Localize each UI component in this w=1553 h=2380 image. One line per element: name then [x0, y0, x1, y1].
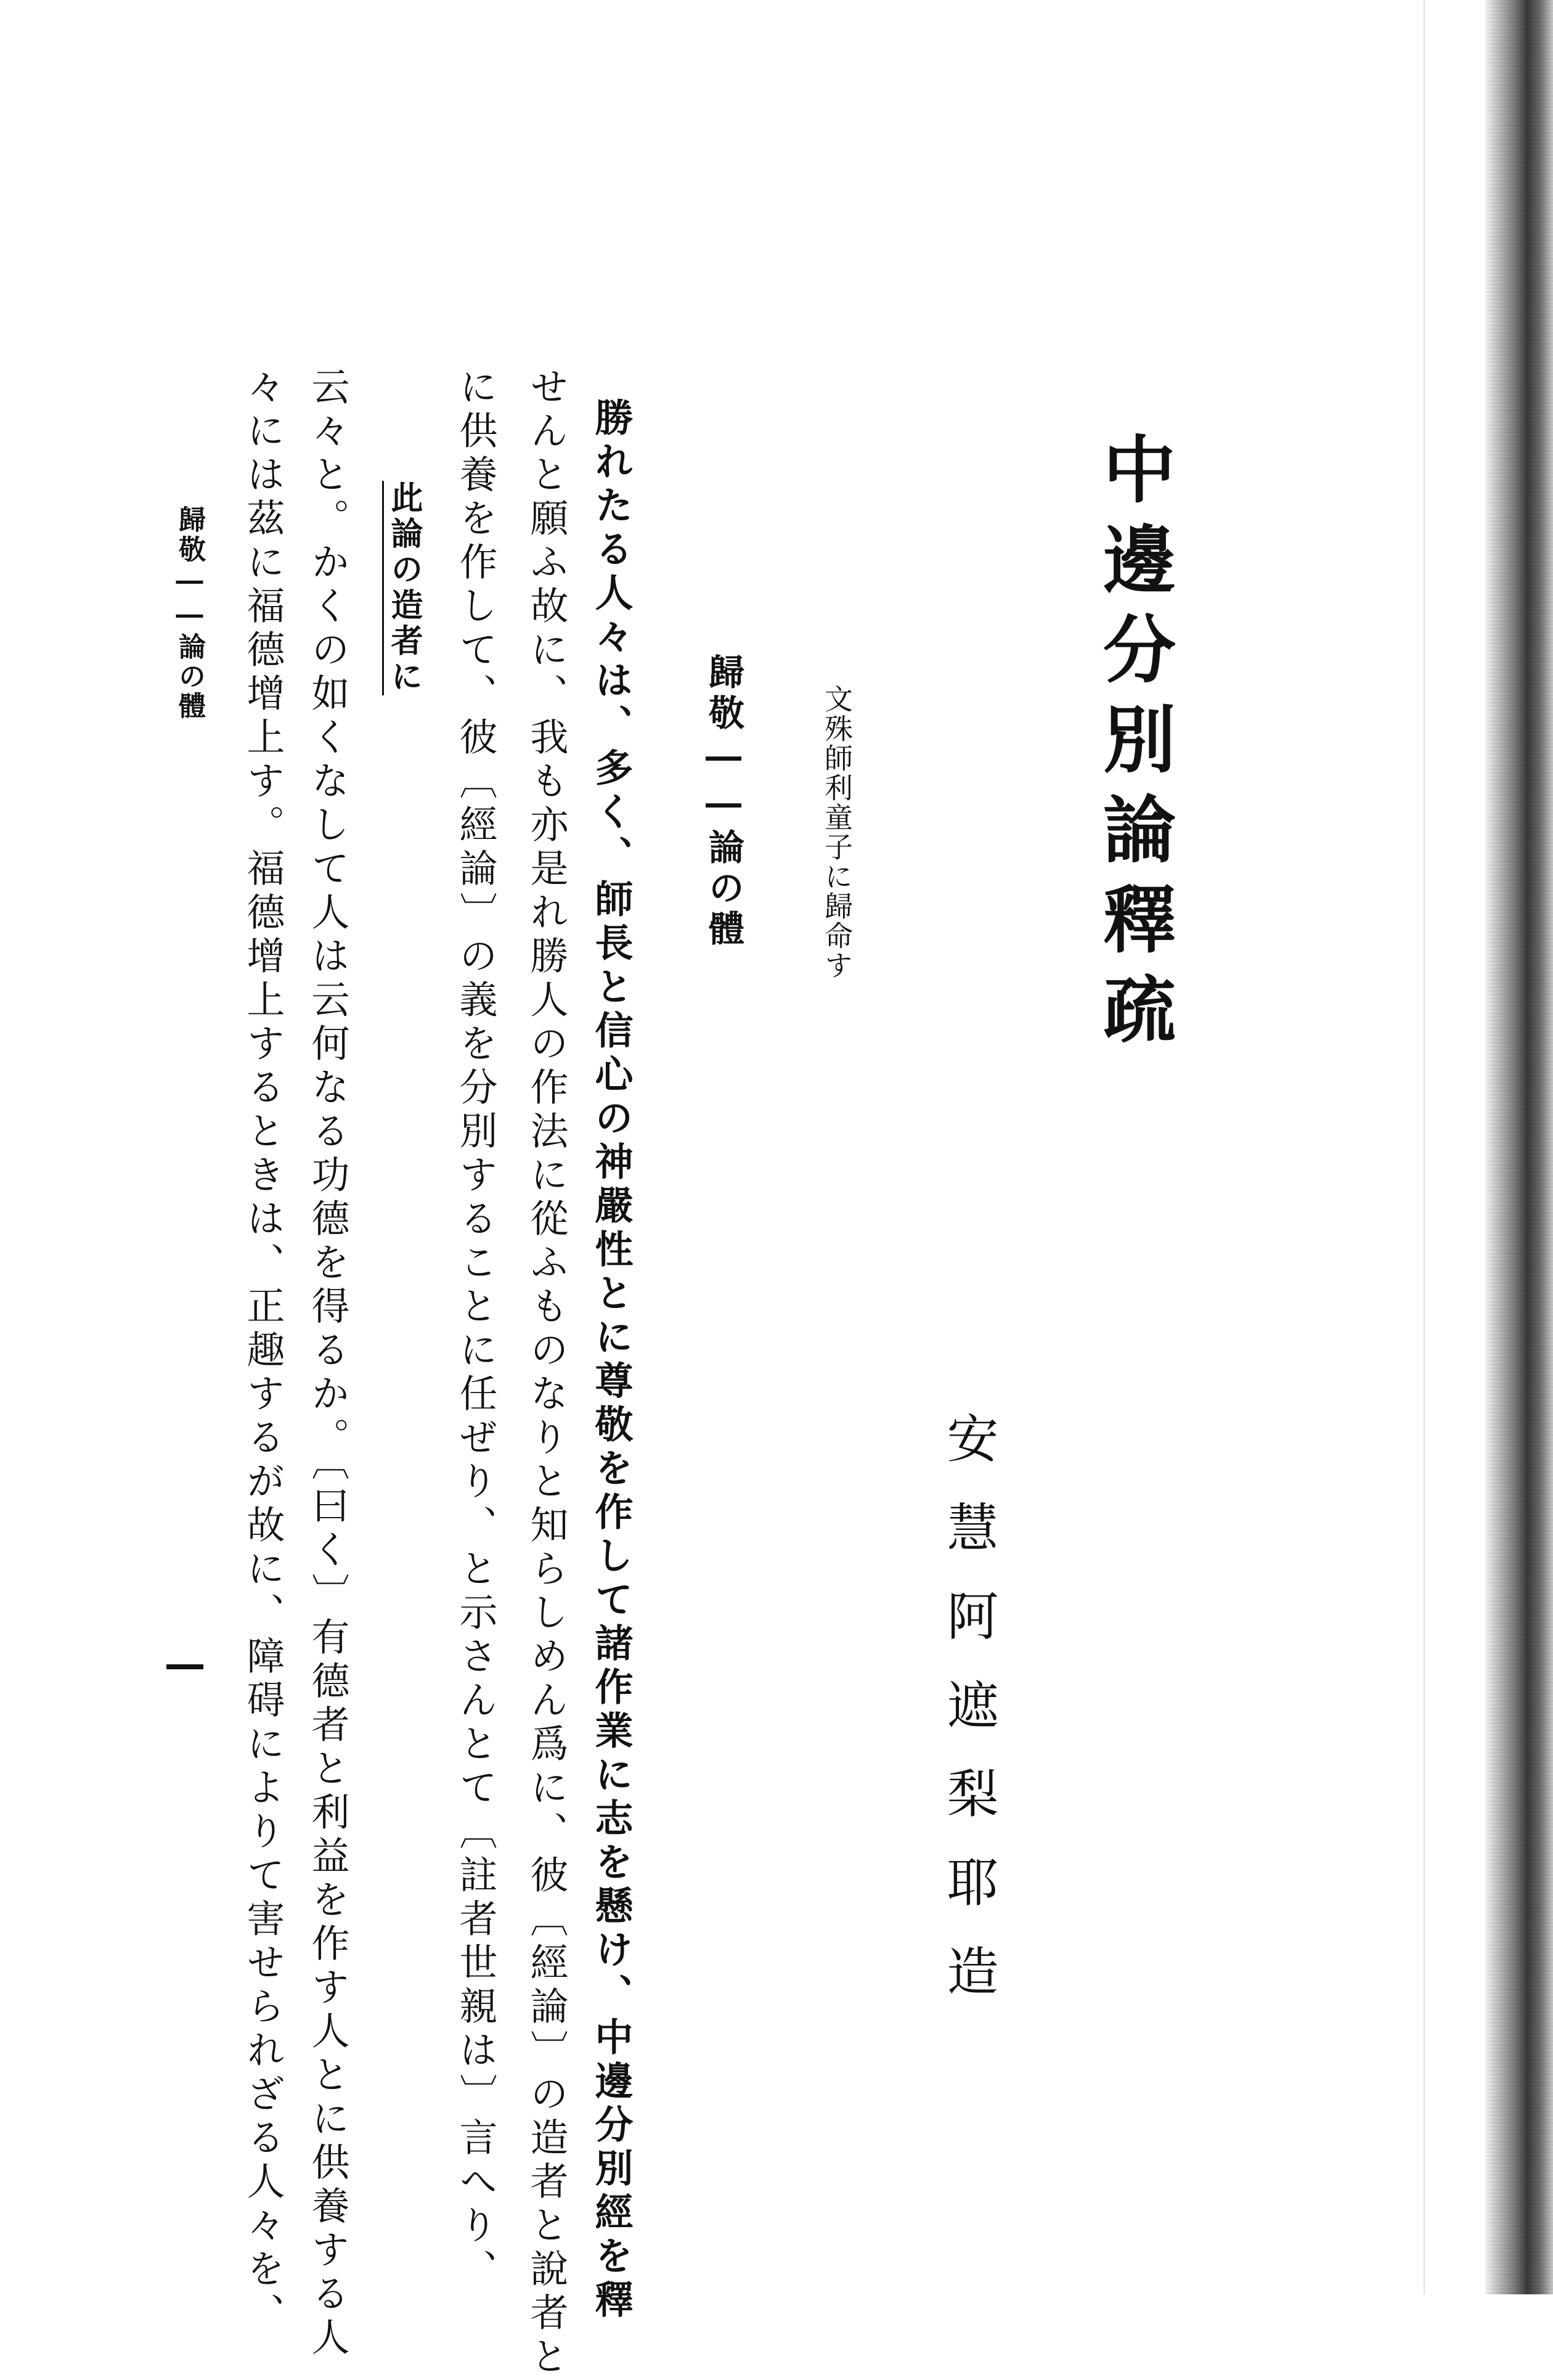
binding-edge: [1485, 0, 1553, 2294]
section-heading: 歸敬――論の體: [703, 653, 744, 951]
scan-line: [1424, 0, 1425, 2294]
running-head: 歸敬――論の體: [174, 505, 205, 721]
page-number: [166, 1664, 203, 1669]
body-column-4: 云々と。かくの如くなして人は云何なる功德を得るか。〔曰く〕有德者と利益を作す人とに供養する人: [305, 367, 350, 2361]
body-column-5: 々には茲に福德增上す。福德增上するときは、正趣するが故に、障碍によりて害せられざる人々を、: [240, 367, 285, 2336]
body-column-3: に供養を作して、彼〔經論〕の義を分別することに任ぜり、と示さんとて〔註者世親は〕言へり、: [453, 367, 498, 2292]
author-line: 安慧阿遮梨耶造: [939, 1412, 999, 2033]
body-column-2: せんと願ふ故に、我も亦是れ勝人の作法に從ふものなりと知らしめん爲に、彼〔經論〕の造者と說者と: [524, 367, 569, 2380]
dedication-line: 文殊師利童子に歸命す: [820, 684, 854, 980]
body-column-1: 勝れたる人々は、多く、師長と信心の神嚴性とに尊敬を作して諸作業に志を懸け、中邊分別經を釋: [589, 398, 634, 2323]
page-title: 中邊分別論釋疏: [1091, 431, 1176, 1061]
margin-note: 此論の造者に: [382, 481, 420, 695]
